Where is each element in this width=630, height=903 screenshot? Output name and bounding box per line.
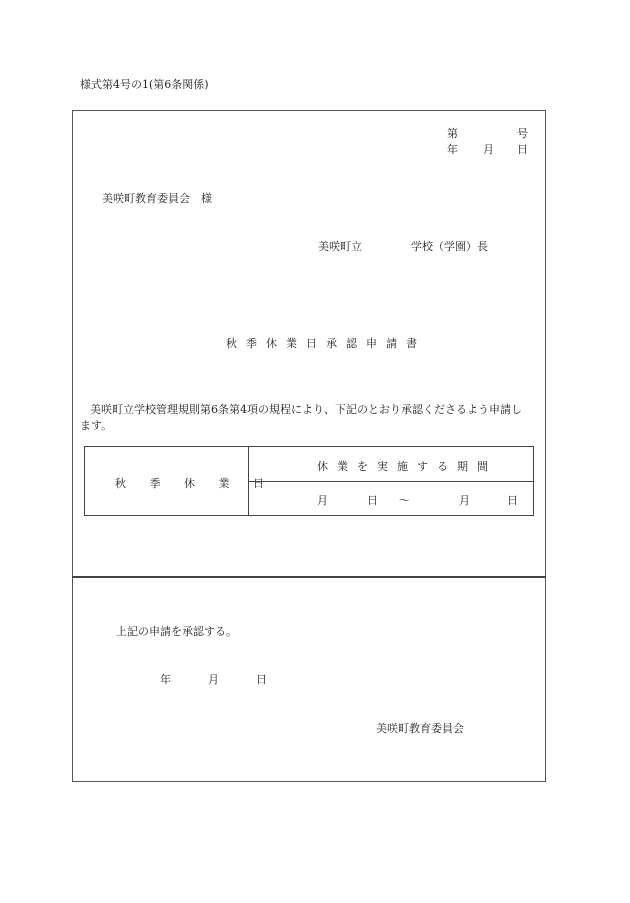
approval-month: 月 bbox=[208, 673, 219, 686]
document-title: 秋季休業日承認申請書 bbox=[226, 337, 426, 350]
table-hline bbox=[248, 481, 533, 482]
section-divider bbox=[72, 576, 546, 578]
start-month: 月 bbox=[317, 494, 328, 507]
applicant-suffix: 学校（学園）長 bbox=[411, 240, 488, 253]
header-year: 年 bbox=[447, 143, 458, 156]
row-header: 秋 季 休 業 日 bbox=[115, 477, 274, 490]
approval-statement: 上記の申請を承認する。 bbox=[116, 625, 237, 638]
body-paragraph: 美咲町立学校管理規則第6条第4項の規程により、下記のとおり承認くださるよう申請します。 bbox=[80, 403, 522, 432]
applicant-prefix: 美咲町立 bbox=[318, 240, 362, 253]
addressee: 美咲町教育委員会 様 bbox=[102, 192, 212, 205]
approval-day: 日 bbox=[256, 673, 267, 686]
approval-signer: 美咲町教育委員会 bbox=[376, 722, 464, 735]
number-prefix: 第 bbox=[447, 127, 458, 140]
end-day: 日 bbox=[507, 494, 518, 507]
tilde: ～ bbox=[399, 494, 410, 507]
approval-year: 年 bbox=[160, 673, 171, 686]
start-day: 日 bbox=[367, 494, 378, 507]
header-day: 日 bbox=[517, 143, 528, 156]
end-month: 月 bbox=[459, 494, 470, 507]
number-suffix: 号 bbox=[517, 127, 528, 140]
header-month: 月 bbox=[483, 143, 494, 156]
period-header: 休業を実施する期間 bbox=[317, 460, 497, 473]
period-table bbox=[84, 446, 534, 516]
form-label: 様式第4号の1(第6条関係) bbox=[80, 78, 209, 91]
